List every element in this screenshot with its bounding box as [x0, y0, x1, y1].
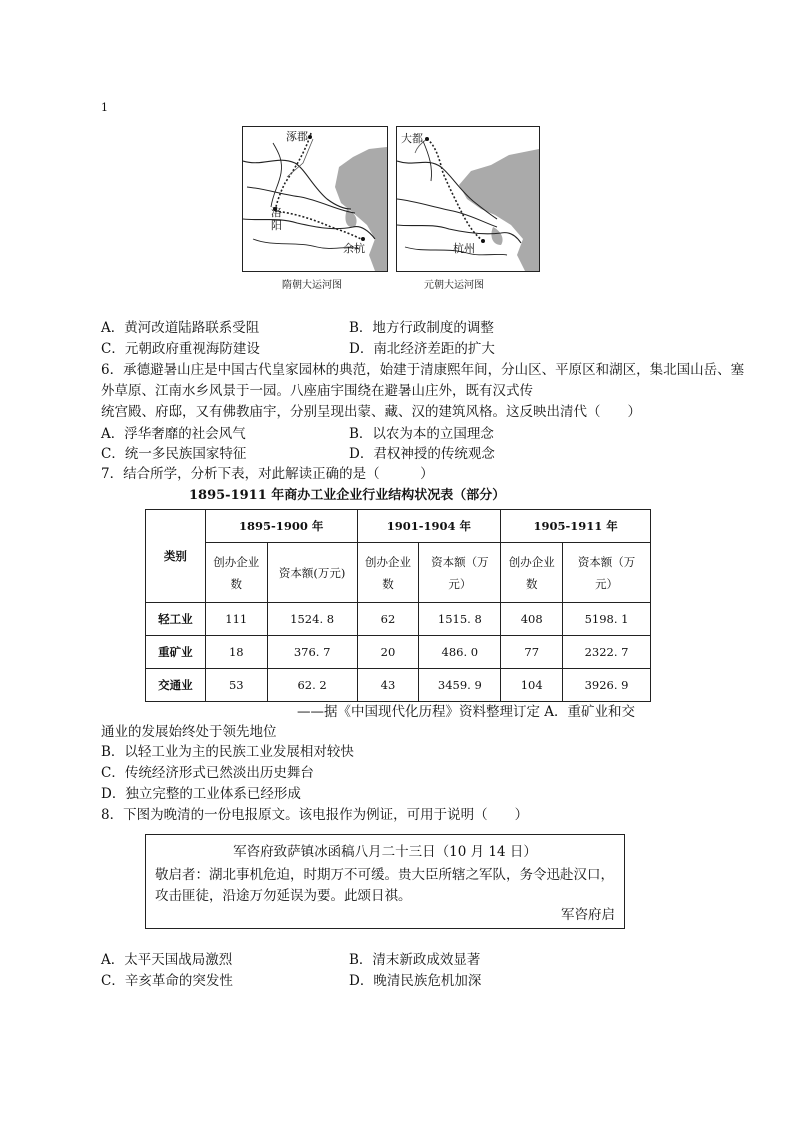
- table-cell: 62: [357, 603, 419, 636]
- q6-option-d: D．君权神授的传统观念: [349, 446, 495, 462]
- row-label: 重矿业: [146, 636, 206, 669]
- table-cell: 1524. 8: [267, 603, 357, 636]
- capital-header: 资本额（万元）: [419, 543, 501, 603]
- q5-option-c: C．元朝政府重视海防建设: [101, 341, 260, 357]
- q7-option-d: D．独立完整的工业体系已经形成: [101, 786, 301, 802]
- page-number: 1: [101, 101, 108, 114]
- sui-map-caption: 隋朝大运河图: [282, 280, 342, 291]
- table-cell: 2322. 7: [563, 636, 651, 669]
- period-header: 1905-1911 年: [501, 510, 651, 543]
- q8-option-d: D．晚清民族危机加深: [349, 973, 482, 989]
- dadu-label: 大都: [401, 132, 423, 145]
- q8-option-a: A．太平天国战局激烈: [101, 952, 233, 968]
- table-cell: 43: [357, 669, 419, 702]
- q8-option-b: B．清末新政成效显著: [349, 952, 481, 968]
- q7-option-a-cont: 通业的发展始终处于领先地位: [101, 724, 277, 740]
- sui-canal-map: [242, 126, 388, 272]
- count-header: 创办企业数: [205, 543, 267, 603]
- yuan-map-caption: 元朝大运河图: [424, 280, 484, 291]
- category-header: 类别: [146, 510, 206, 603]
- q8-option-c: C．辛亥革命的突发性: [101, 973, 233, 989]
- q7-stem: 7．结合所学，分析下表，对此解读正确的是（ ）: [101, 466, 434, 482]
- table-cell: 408: [501, 603, 563, 636]
- table-cell: 3459. 9: [419, 669, 501, 702]
- count-header: 创办企业数: [501, 543, 563, 603]
- q8-stem: 8．下图为晚清的一份电报原文。该电报作为例证，可用于说明（ ）: [101, 807, 529, 823]
- q5-option-d: D．南北经济差距的扩大: [349, 341, 495, 357]
- yuan-canal-map: [396, 126, 540, 272]
- table-cell: 20: [357, 636, 419, 669]
- table-cell: 376. 7: [267, 636, 357, 669]
- table-cell: 53: [205, 669, 267, 702]
- telegram-body-line1: 敬启者：湖北事机危迫，时期万不可缓。贵大臣所辖之军队，务令迅赴汉口，: [155, 867, 614, 883]
- telegram-title: 军咨府致萨镇冰函稿八月二十三日（10 月 14 日）: [233, 844, 537, 860]
- q6-option-b: B．以农为本的立国理念: [349, 426, 494, 442]
- telegram-box: [145, 834, 625, 929]
- q5-option-b: B．地方行政制度的调整: [349, 320, 494, 336]
- industry-structure-table: [145, 509, 651, 702]
- q6-option-c: C．统一多民族国家特征: [101, 446, 247, 462]
- table-cell: 3926. 9: [563, 669, 651, 702]
- table-cell: 5198. 1: [563, 603, 651, 636]
- q7-option-b: B．以轻工业为主的民族工业发展相对较快: [101, 744, 354, 760]
- q5-option-a: A．黄河改道陆路联系受阻: [101, 320, 260, 336]
- period-header: 1895-1900 年: [205, 510, 357, 543]
- period-header: 1901-1904 年: [357, 510, 501, 543]
- row-label: 轻工业: [146, 603, 206, 636]
- table-cell: 62. 2: [267, 669, 357, 702]
- count-header: 创办企业数: [357, 543, 419, 603]
- q7-option-c: C．传统经济形式已然淡出历史舞台: [101, 765, 314, 781]
- capital-header: 资本额（万元）: [563, 543, 651, 603]
- table-cell: 486. 0: [419, 636, 501, 669]
- table-cell: 18: [205, 636, 267, 669]
- telegram-body-line2: 攻击匪徒，沿途万勿延误为要。此颂日祺。: [155, 888, 412, 904]
- luoyang-label-1: 洛: [271, 206, 282, 219]
- q6-option-a: A．浮华奢靡的社会风气: [101, 426, 246, 442]
- table-cell: 77: [501, 636, 563, 669]
- telegram-signature: 军咨府启: [561, 907, 615, 923]
- capital-header: 资本额(万元): [267, 543, 357, 603]
- q7-table-title: 1895-1911 年商办工业企业行业结构状况表（部分）: [189, 488, 506, 503]
- q6-stem-line2: 外草原、江南水乡风景于一园。八座庙宇围绕在避暑山庄外，既有汉式传: [101, 383, 533, 399]
- q7-source-note: ——据《中国现代化历程》资料整理订定 A．重矿业和交: [297, 704, 636, 720]
- table-row: [146, 603, 651, 636]
- yuhang-label: 余杭: [343, 242, 365, 255]
- luoyang-label-2: 阳: [271, 219, 282, 232]
- zhuojun-label: 涿郡: [286, 130, 308, 143]
- row-label: 交通业: [146, 669, 206, 702]
- table-cell: 104: [501, 669, 563, 702]
- table-cell: 1515. 8: [419, 603, 501, 636]
- table-cell: 111: [205, 603, 267, 636]
- q6-stem-line1: 6．承德避暑山庄是中国古代皇家园林的典范，始建于清康熙年间，分山区、平原区和湖区，集北国山岳、塞: [101, 362, 745, 378]
- table-row: [146, 636, 651, 669]
- hangzhou-label: 杭州: [453, 242, 475, 255]
- table-row: [146, 669, 651, 702]
- q6-stem-line3: 统宫殿、府邸，又有佛教庙宇，分别呈现出蒙、藏、汉的建筑风格。这反映出清代（ ）: [101, 404, 641, 420]
